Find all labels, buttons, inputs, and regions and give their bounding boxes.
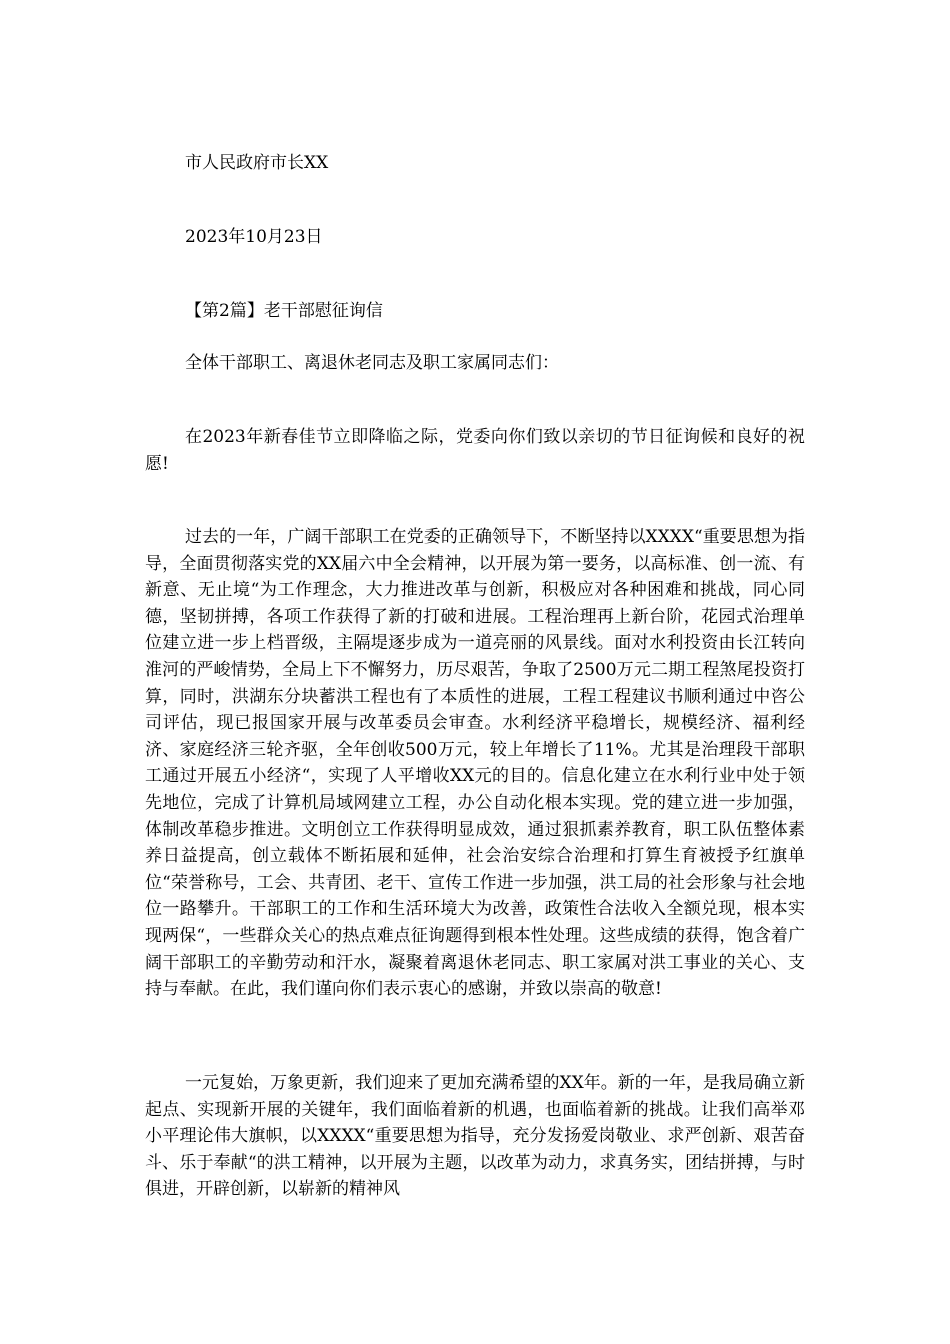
paragraph-outlook: 一元复始，万象更新，我们迎来了更加充满希望的XX年。新的一年，是我局确立新起点、实现新开展的关键年，我们面临着新的机遇，也面临着新的挑战。让我们高举邓小平理论伟大旗帜，以XXXX“重要思想为指导，充分发扬爱岗敬业、求严创新、艰苦奋斗、乐于奉献“的洪工精神，以开展为主题，以改革为动力，求真务实，团结拼搏，与时俱进，开辟创新，以崭新的精神风 (145, 1073, 805, 1200)
paragraph-review: 过去的一年，广阔干部职工在党委的正确领导下，不断坚持以XXXX“重要思想为指导，全面贯彻落实党的XX届六中全会精神，以开展为第一要务，以高标准、创一流、有新意、无止境“为工作理念，大力推进改革与创新，积极应对各种困难和挑战，同心同德，坚韧拼搏，各项工作获得了新的打破和进展。工程治理再上新台阶，花园式治理单位建立进一步上档晋级，主隔堤逐步成为一道亮丽的风景线。面对水利投资由长江转向淮河的严峻情势，全局上下不懈努力，历尽艰苦，争取了2500万元二期工程煞尾投资打算，同时，洪湖东分块蓄洪工程也有了本质性的进展，工程工程建议书顺利通过中咨公司评估，现已报国家开展与改革委员会审查。水利经济平稳增长，规模经济、福利经济、家庭经济三轮齐驱，全年创收500万元，较上年增长了11%。尤其是治理段干部职工通过开展五小经济“，实现了人平增收XX元的目的。信息化建立在水利行业中处于领先地位，完成了计算机局域网建立工程，办公自动化根本实现。党的建立进一步加强，体制改革稳步推进。文明创立工作获得明显成效，通过狠抓素养教育，职工队伍整体素养日益提高，创立载体不断拓展和延伸，社会治安综合治理和打算生育被授予红旗单位“荣誉称号，工会、共青团、老干、宣传工作进一步加强，洪工局的社会形象与社会地位一路攀升。干部职工的工作和生活环境大为改善，政策性合法收入全额兑现，根本实现两保“，一些群众关心的热点难点征询题得到根本性处理。这些成绩的获得，饱含着广阔干部职工的辛勤劳动和汗水，凝聚着离退休老同志、职工家属对洪工事业的关心、支持与奉献。在此，我们谨向你们表示衷心的感谢，并致以崇高的敬意! (145, 527, 805, 1000)
article-heading: 【第2篇】老干部慰征询信 (185, 301, 383, 321)
signature-name-line: 市人民政府市长XX (185, 153, 329, 173)
signature-date-line: 2023年10月23日 (185, 227, 323, 247)
salutation: 全体干部职工、离退休老同志及职工家属同志们： (185, 353, 559, 373)
paragraph-greeting: 在2023年新春佳节立即降临之际，党委向你们致以亲切的节日征询候和良好的祝愿! (145, 427, 805, 474)
